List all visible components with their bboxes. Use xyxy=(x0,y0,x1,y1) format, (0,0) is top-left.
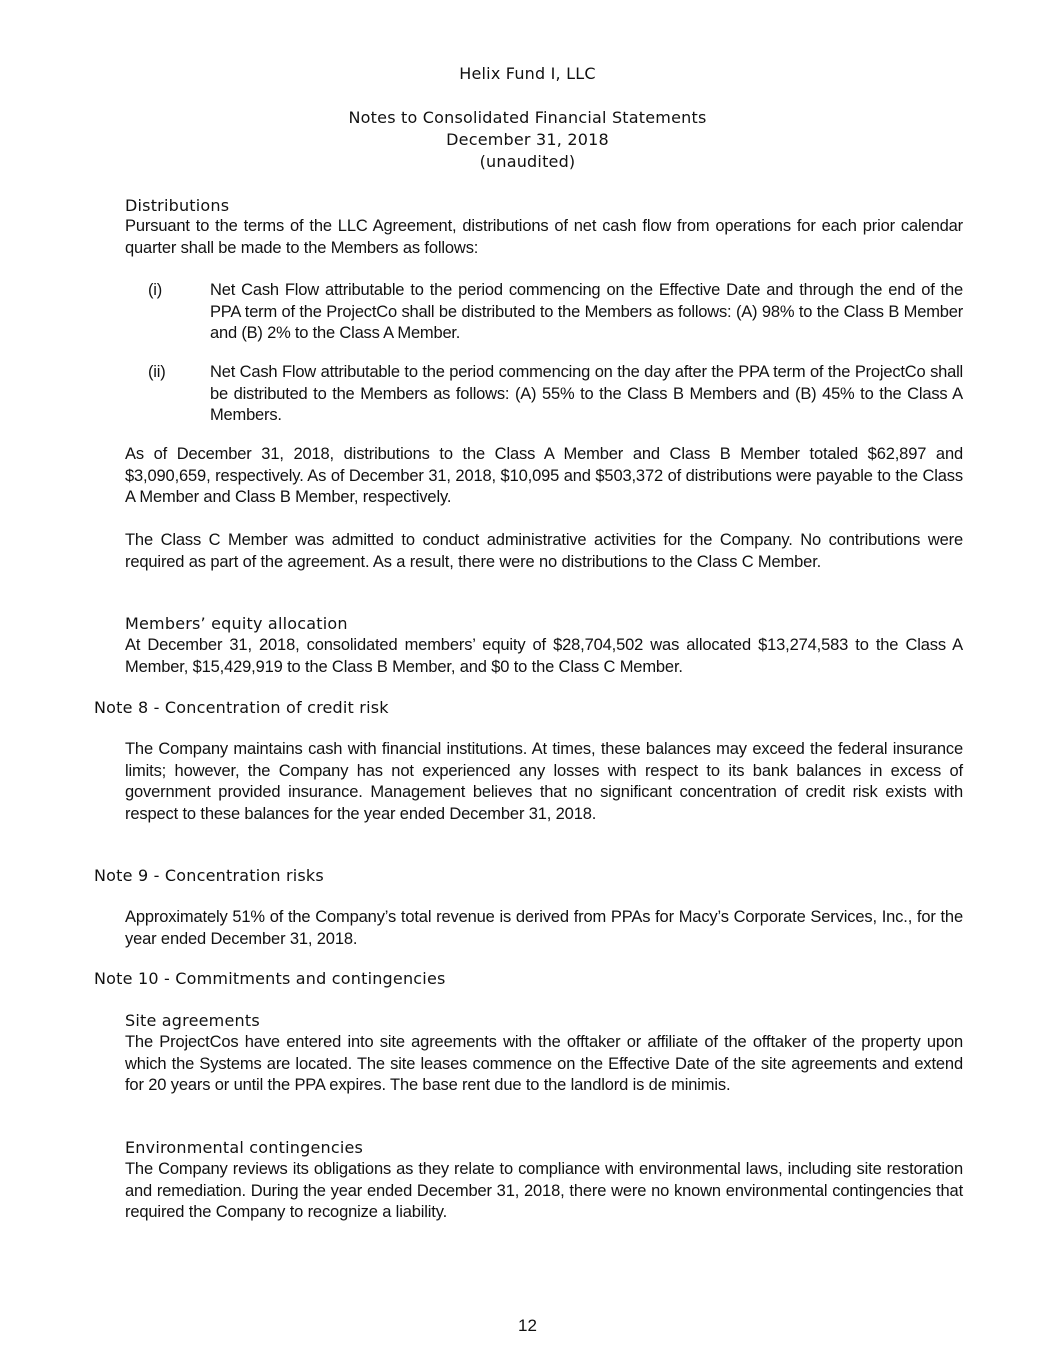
distribution-item xyxy=(148,280,963,345)
equity-paragraph: At December 31, 2018, consolidated members’ equity of $28,704,502 was allocated $13,274,583 to the Class A Member, $15,429,919 to the Class B Member, and $0 to the Class C Member. xyxy=(125,636,963,676)
distributions-intro: Pursuant to the terms of the LLC Agreement, distributions of net cash flow from operations for each prior calendar quarter shall be made to the Members as follows: xyxy=(125,217,963,257)
document-date: December 31, 2018 xyxy=(446,130,609,149)
note-8-paragraph: The Company maintains cash with financial institutions. At times, these balances may exceed the federal insurance limits; however, the Company has not experienced any losses with respect to its bank balances in excess of government provided insurance. Management believes that no significant concentration of credit risk exists with respect to these balances for the year ended December 31, 2018. xyxy=(125,740,963,823)
note-9-paragraph: Approximately 51% of the Company’s total revenue is derived from PPAs for Macy’s Corporate Services, Inc., for the year ended December 31, 2018. xyxy=(125,908,963,948)
audit-status: (unaudited) xyxy=(479,152,576,171)
site-agreements-paragraph: The ProjectCos have entered into site agreements with the offtaker or affiliate of the offtaker of the property upon which the Systems are located. The site leases commence on the Effective Date of the site agreements and extend for 20 years or until the PPA expires. The base rent due to the landlord is de minimis. xyxy=(125,1033,963,1094)
note-8-heading: Note 8 - Concentration of credit risk xyxy=(94,698,389,717)
distributions-heading: Distributions xyxy=(125,196,230,215)
item-number: (i) xyxy=(148,281,163,299)
page-number: 12 xyxy=(518,1316,537,1335)
distribution-item xyxy=(148,362,963,427)
equity-heading: Members’ equity allocation xyxy=(125,614,348,633)
item-text: Net Cash Flow attributable to the period commencing on the day after the PPA term of the ProjectCo shall be distributed to the Members as follows: (A) 55% to the Class B Members and (B) 45% to the Class A Members. xyxy=(210,363,963,424)
environmental-heading: Environmental contingencies xyxy=(125,1138,364,1157)
class-c-paragraph: The Class C Member was admitted to conduct administrative activities for the Company. No contributions were required as part of the agreement. As a result, there were no distributions to the Class C Member. xyxy=(125,531,963,571)
note-10-heading: Note 10 - Commitments and contingencies xyxy=(94,969,446,988)
distributions-totals-paragraph: As of December 31, 2018, distributions to the Class A Member and Class B Member totaled $62,897 and $3,090,659, respectively. As of December 31, 2018, $10,095 and $503,372 of distributions were payable to the Class A Member and Class B Member, respectively. xyxy=(125,445,963,506)
note-9-heading: Note 9 - Concentration risks xyxy=(94,866,324,885)
environmental-paragraph: The Company reviews its obligations as they relate to compliance with environmental laws, including site restoration and remediation. During the year ended December 31, 2018, there were no known environmental contingencies that required the Company to recognize a liability. xyxy=(125,1160,963,1221)
item-number: (ii) xyxy=(148,363,166,381)
entity-name: Helix Fund I, LLC xyxy=(459,64,596,83)
site-agreements-heading: Site agreements xyxy=(125,1011,260,1030)
item-text: Net Cash Flow attributable to the period commencing on the Effective Date and through the end of the PPA term of the ProjectCo shall be distributed to the Members as follows: (A) 98% to the Class B Member and (B) 2% to the Class A Member. xyxy=(210,281,963,342)
document-title: Notes to Consolidated Financial Statements xyxy=(348,108,707,127)
